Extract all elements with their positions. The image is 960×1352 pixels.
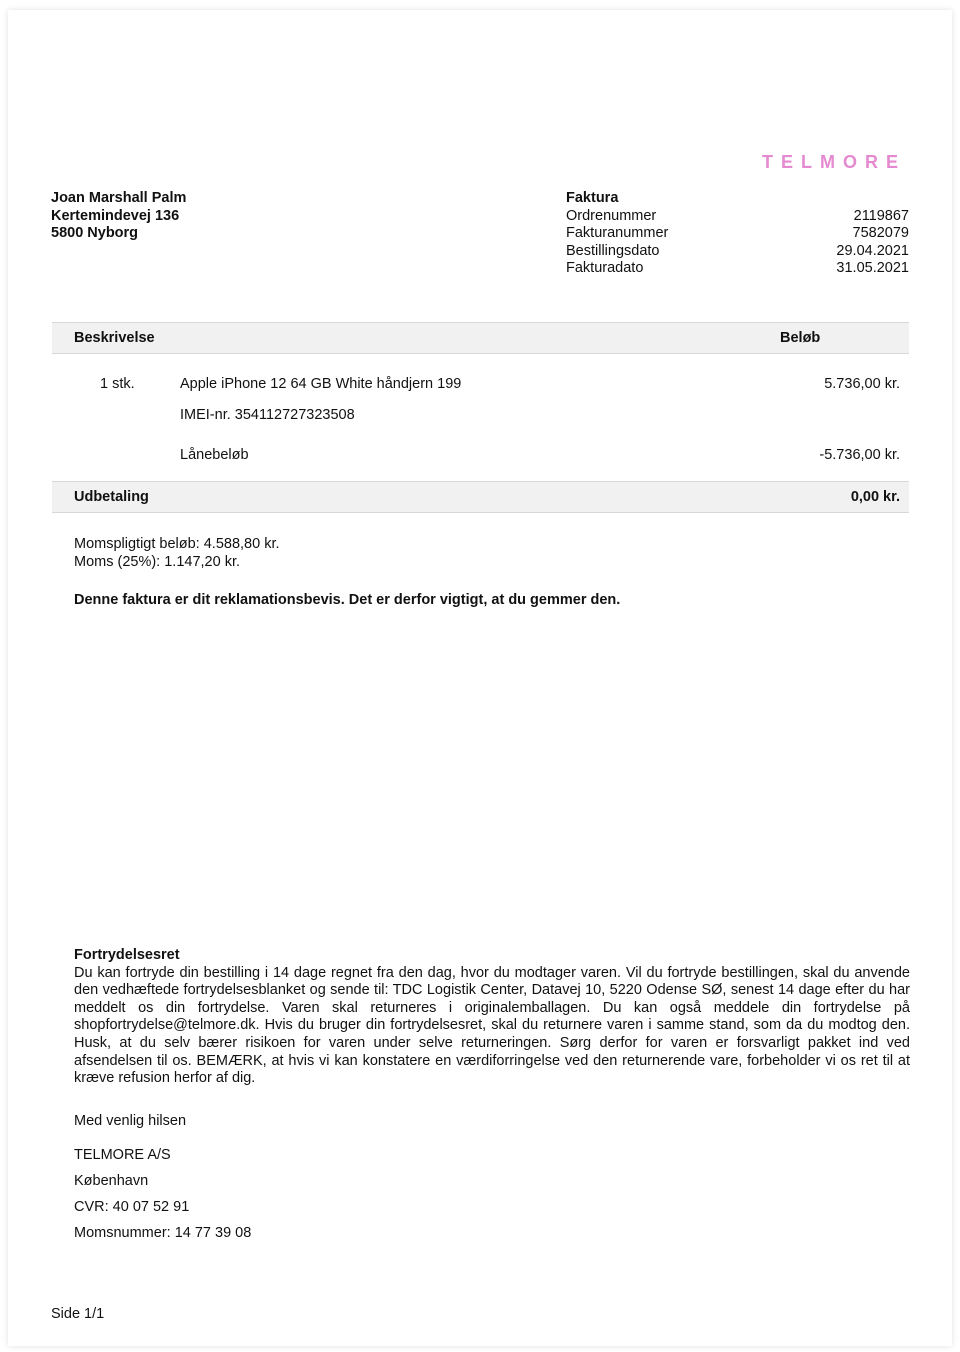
telmore-logo: TELMORE	[762, 152, 906, 172]
field-label: Fakturadato	[566, 260, 644, 276]
field-value: 2119867	[853, 207, 909, 224]
taxable-amount: Momspligtigt beløb: 4.588,80 kr.	[74, 536, 280, 552]
signature-cvr: CVR: 40 07 52 91	[74, 1199, 190, 1215]
loan-label: Lånebeløb	[180, 447, 249, 463]
field-value: 31.05.2021	[836, 260, 909, 276]
item-quantity: 1 stk.	[100, 376, 135, 392]
invoice-field-order	[566, 208, 909, 226]
invoice-field-order-date	[566, 243, 909, 261]
loan-amount: -5.736,00 kr.	[819, 447, 900, 463]
header-amount: Beløb	[780, 330, 821, 346]
field-value: 7582079	[852, 225, 909, 241]
invoice-header	[566, 190, 909, 278]
signature-company: TELMORE A/S	[74, 1147, 171, 1163]
withdrawal-section	[74, 947, 910, 1088]
invoice-title: Faktura	[566, 190, 619, 206]
item-description: Apple iPhone 12 64 GB White håndjern 199	[180, 376, 462, 392]
signature-greeting: Med venlig hilsen	[74, 1113, 187, 1129]
header-description: Beskrivelse	[74, 330, 155, 346]
signature-city: København	[74, 1173, 149, 1189]
customer-name: Joan Marshall Palm	[51, 190, 187, 206]
item-amount: 5.736,00 kr.	[824, 376, 900, 392]
payout-amount: 0,00 kr.	[850, 489, 900, 505]
item-imei: IMEI-nr. 354112727323508	[180, 407, 355, 423]
withdrawal-text: Du kan fortryde din bestilling i 14 dage regnet fra den dag, hvor du modtager varen. Vil du fortryde bestillingen, skal du anvende den vedhæftede fortrydelsesblanket og sende til: TDC Logistik Center, Datavej 10, 5220 Odense SØ, senest 14 dage efter du har meddelt os din fortrydelse. Varen skal returneres i originalemballagen. Du kan også meddele din fortrydelse på shopfortrydelse@telmore.dk. Hvis du bruger din fortrydelsesret, skal du returnere varen i samme stand, som da du modtog den. Husk, at du selv bærer risikoen for varen under selve returneringen. Sørg derfor for varen er forsvarligt pakket ind ved afsendelsen til os. BEMÆRK, at hvis vi kan konstatere en værdiforringelse ved den returnerende vare, forbeholder vi os ret til at kræve refusion herfor af dig.	[74, 964, 910, 1087]
payout-label: Udbetaling	[74, 489, 149, 505]
field-label: Fakturanummer	[566, 225, 669, 241]
field-label: Ordrenummer	[566, 207, 657, 224]
field-label: Bestillingsdato	[566, 242, 660, 259]
page-number: Side 1/1	[51, 1306, 105, 1322]
payout-row	[52, 481, 909, 513]
invoice-field-invoice-number	[566, 225, 909, 243]
signature-vat-number: Momsnummer: 14 77 39 08	[74, 1225, 252, 1241]
customer-address	[51, 190, 186, 243]
complaint-notice: Denne faktura er dit reklamationsbevis. Det er derfor vigtigt, at du gemmer den.	[74, 592, 621, 608]
table-header	[52, 322, 909, 354]
vat-amount: Moms (25%): 1.147,20 kr.	[74, 553, 241, 570]
customer-street: Kertemindevej 136	[51, 207, 180, 224]
field-value: 29.04.2021	[836, 242, 909, 259]
vat-notes	[74, 536, 280, 571]
invoice-field-invoice-date	[566, 260, 909, 278]
withdrawal-heading: Fortrydelsesret	[74, 947, 180, 963]
customer-city: 5800 Nyborg	[51, 225, 139, 241]
